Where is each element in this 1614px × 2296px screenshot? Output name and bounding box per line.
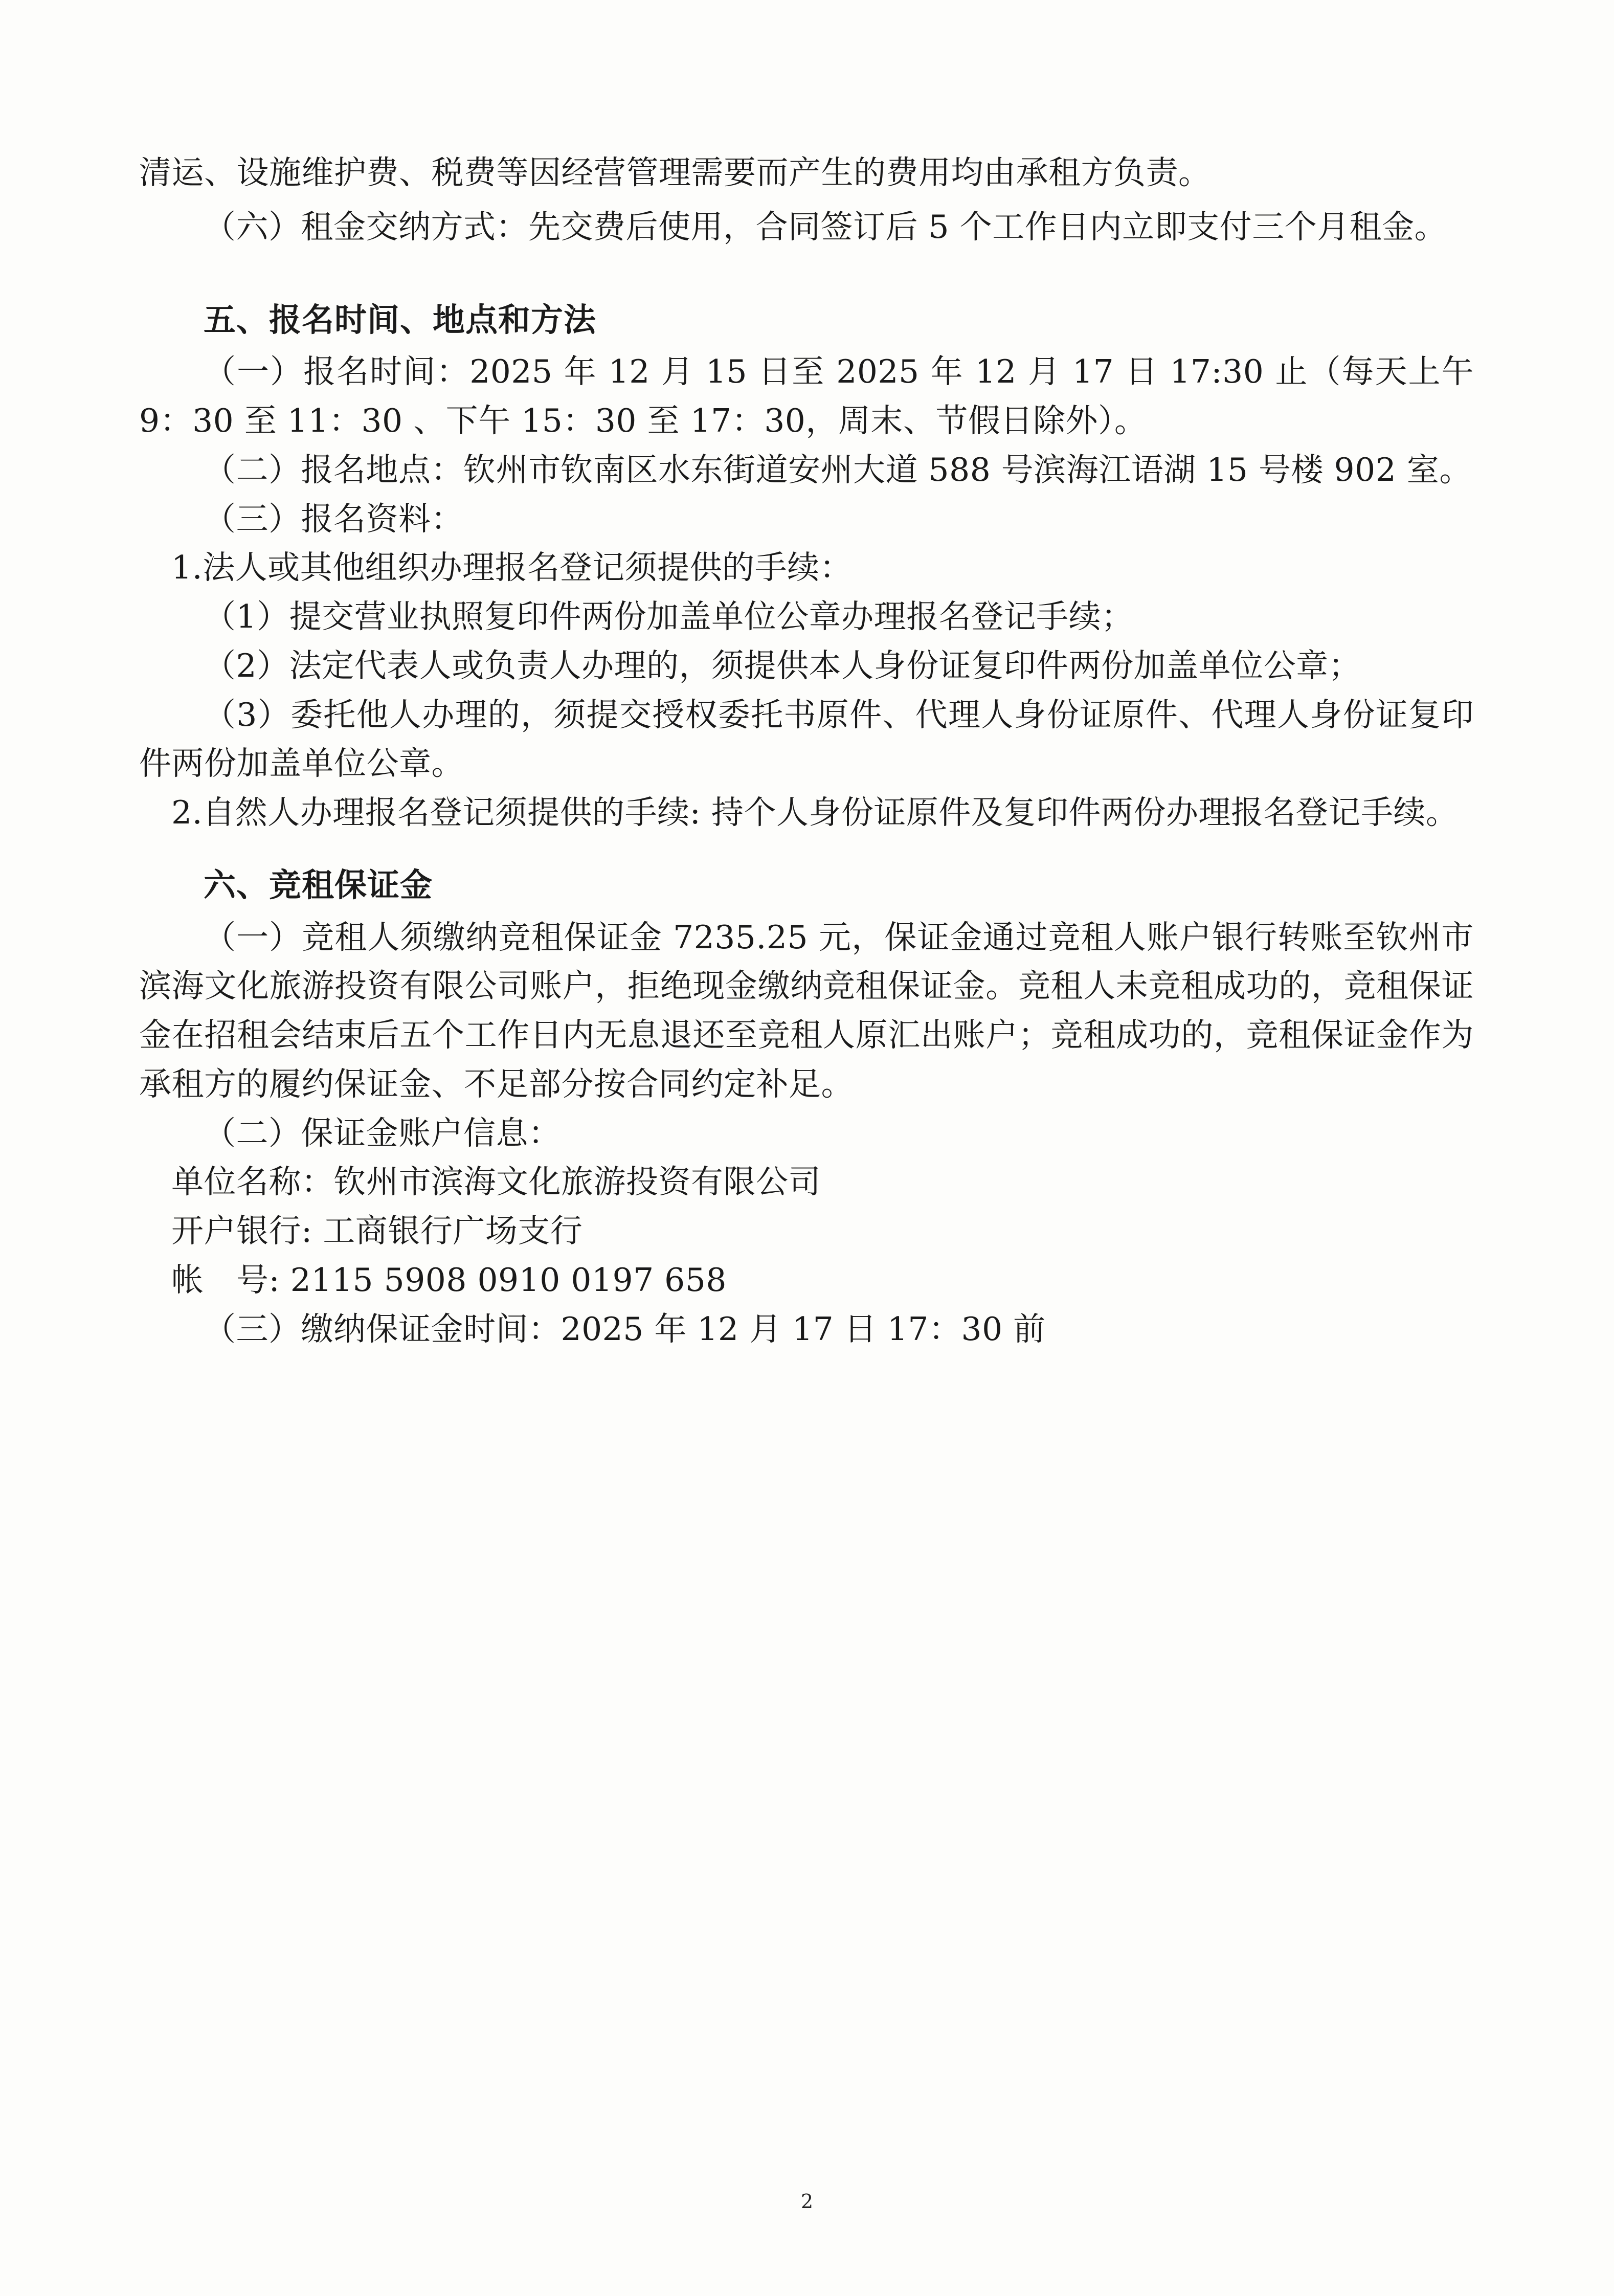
heading-section-five: 五、报名时间、地点和方法: [204, 301, 596, 339]
paragraph-account-number: 帐 号: 2115 5908 0910 0197 658: [171, 1261, 727, 1299]
paragraph-material-2: （2）法定代表人或负责人办理的，须提供本人身份证复印件两份加盖单位公章；: [204, 647, 1361, 684]
paragraph-fees-continuation: 清运、设施维护费、税费等因经营管理需要而产生的费用均由承租方负责。: [139, 154, 1211, 191]
page-number: 2: [800, 2190, 814, 2213]
paragraph-registration-materials: （三）报名资料：: [204, 500, 463, 538]
paragraph-account-company: 单位名称：钦州市滨海文化旅游投资有限公司: [171, 1163, 821, 1201]
paragraph-registration-place: （二）报名地点：钦州市钦南区水东街道安州大道 588 号滨海江语湖 15 号楼 902 室。: [204, 451, 1472, 488]
paragraph-natural-person-procedures: 2.自然人办理报名登记须提供的手续: 持个人身份证原件及复印件两份办理报名登记手续。: [171, 794, 1459, 831]
paragraph-deposit-amount: （一）竞租人须缴纳竞租保证金 7235.25 元，保证金通过竞租人账户银行转账至钦州市滨海文化旅游投资有限公司账户，拒绝现金缴纳竞租保证金。竞租人未竞租成功的，竞租保证金在招租会结束后五个工作日内无息退还至竞租人原汇出账户；竞租成功的，竞租保证金作为承租方的履约保证金、不足部分按合同约定补足。: [139, 918, 1474, 1103]
paragraph-material-3: （3）委托他人办理的，须提交授权委托书原件、代理人身份证原件、代理人身份证复印件两份加盖单位公章。: [139, 696, 1474, 783]
paragraph-item-six-rent-payment: （六）租金交纳方式：先交费后使用，合同签订后 5 个工作日内立即支付三个月租金。: [204, 208, 1447, 246]
paragraph-registration-time: （一）报名时间：2025 年 12 月 15 日至 2025 年 12 月 17 日 17:30 止（每天上午 9：30 至 11：30 、下午 15：30 至 17：30，周末、节假日除外）。: [139, 353, 1474, 439]
paragraph-deposit-deadline: （三）缴纳保证金时间：2025 年 12 月 17 日 17：30 前: [204, 1310, 1046, 1348]
paragraph-material-1: （1）提交营业执照复印件两份加盖单位公章办理报名登记手续；: [204, 598, 1134, 635]
paragraph-deposit-account-info: （二）保证金账户信息：: [204, 1114, 561, 1152]
paragraph-account-bank: 开户银行: 工商银行广场支行: [171, 1212, 583, 1250]
heading-section-six: 六、竞租保证金: [204, 866, 433, 904]
document-body: [139, 148, 1474, 1353]
paragraph-legal-person-procedures: 1.法人或其他组织办理报名登记须提供的手续：: [171, 549, 853, 587]
